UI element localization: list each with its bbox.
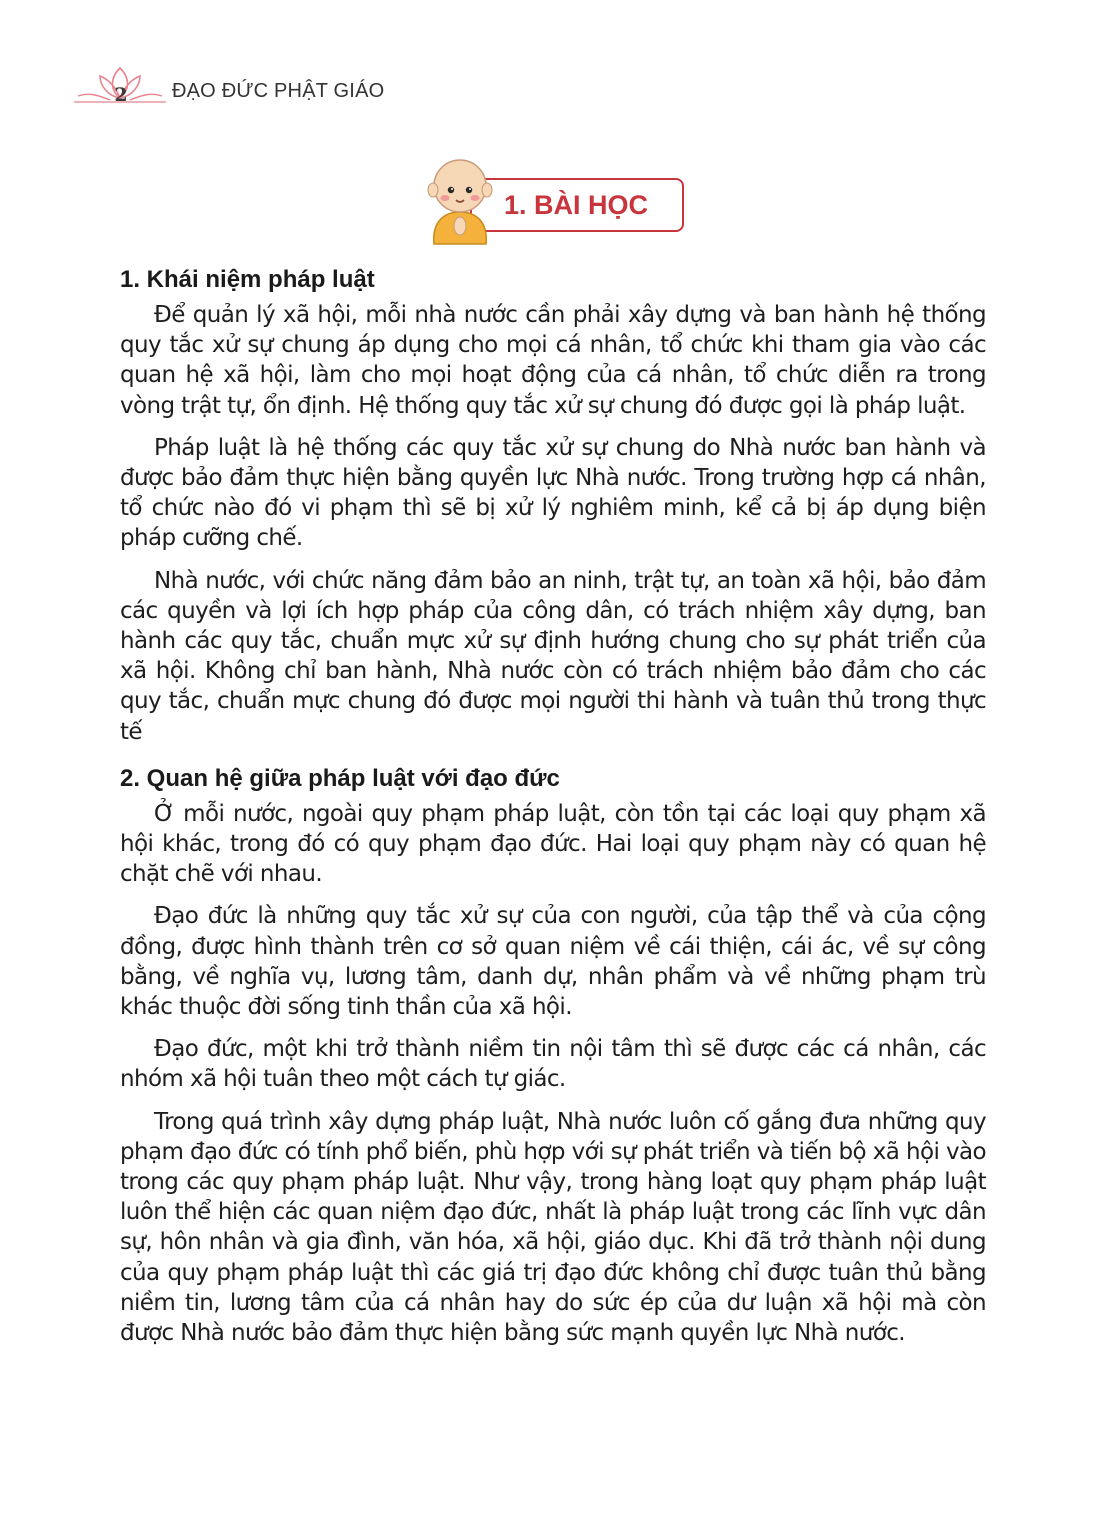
paragraph: Đạo đức là những quy tắc xử sự của con người, của tập thể và của cộng đồng, được hình thành trên cơ sở quan niệm về cái thiện, cái ác, về sự công bằng, về nghĩa vụ, lương tâm, danh dự, nhân phẩm và về những phạm trù khác thuộc đời sống tinh thần của xã hội. — [120, 903, 986, 1021]
paragraph: Pháp luật là hệ thống các quy tắc xử sự chung do Nhà nước ban hành và được bảo đảm thực hiện bằng quyền lực Nhà nước. Trong trường hợp cá nhân, tổ chức nào đó vi phạm thì sẽ bị xử lý nghiêm minh, kể cả bị áp dụng biện pháp cưỡng chế. — [120, 434, 986, 552]
section-heading: 2. Quan hệ giữa pháp luật với đạo đức — [120, 764, 560, 792]
lesson-title: 1. BÀI HỌC — [504, 190, 649, 220]
main-content — [120, 260, 986, 1360]
page-number: 2 — [114, 84, 128, 106]
page-header — [70, 62, 470, 112]
paragraph: Để quản lý xã hội, mỗi nhà nước cần phải xây dựng và ban hành hệ thống quy tắc xử sự chung áp dụng cho mọi cá nhân, tổ chức khi tham gia vào các quan hệ xã hội, làm cho mọi hoạt động của cá nhân, tổ chức diễn ra trong vòng trật tự, ổn định. Hệ thống quy tắc xử sự chung đó được gọi là pháp luật. — [120, 302, 986, 419]
book-title: ĐẠO ĐỨC PHẬT GIÁO — [172, 80, 385, 102]
section-law-concept — [120, 260, 986, 747]
paragraph: Đạo đức, một khi trở thành niềm tin nội tâm thì sẽ được các cá nhân, các nhóm xã hội tuân theo một cách tự giác. — [120, 1036, 986, 1093]
paragraph: Nhà nước, với chức năng đảm bảo an ninh, trật tự, an toàn xã hội, bảo đảm các quyền và lợi ích hợp pháp của công dân, có trách nhiệm xây dựng, ban hành các quy tắc, chuẩn mực xử sự định hướng chung cho sự phát triển của xã hội. Không chỉ ban hành, Nhà nước còn có trách nhiệm bảo đảm cho các quy tắc, chuẩn mực chung đó được mọi người thi hành và tuân thủ trong thực tế — [120, 567, 986, 745]
lesson-badge — [420, 152, 686, 248]
section-heading: 1. Khái niệm pháp luật — [120, 266, 375, 293]
monk-mascot-icon — [420, 152, 500, 248]
paragraph: Ở mỗi nước, ngoài quy phạm pháp luật, còn tồn tại các loại quy phạm xã hội khác, trong đó có quy phạm đạo đức. Hai loại quy phạm này có quan hệ chặt chẽ với nhau. — [120, 800, 986, 888]
paragraph: Trong quá trình xây dựng pháp luật, Nhà nước luôn cố gắng đưa những quy phạm đạo đức có tính phổ biến, phù hợp với sự phát triển và tiến bộ xã hội vào trong các quy phạm pháp luật. Như vậy, trong hàng loạt quy phạm pháp luật luôn thể hiện các quan niệm đạo đức, nhất là pháp luật trong các lĩnh vực dân sự, hôn nhân và gia đình, văn hóa, xã hội, giáo dục. Khi đã trở thành nội dung của quy phạm pháp luật thì các giá trị đạo đức không chỉ được tuân thủ bằng niềm tin, lương tâm của cá nhân hay do sức ép của dư luận xã hội mà còn được Nhà nước bảo đảm thực hiện bằng sức mạnh quyền lực Nhà nước. — [120, 1108, 986, 1347]
section-law-ethics-relation — [120, 759, 986, 1348]
